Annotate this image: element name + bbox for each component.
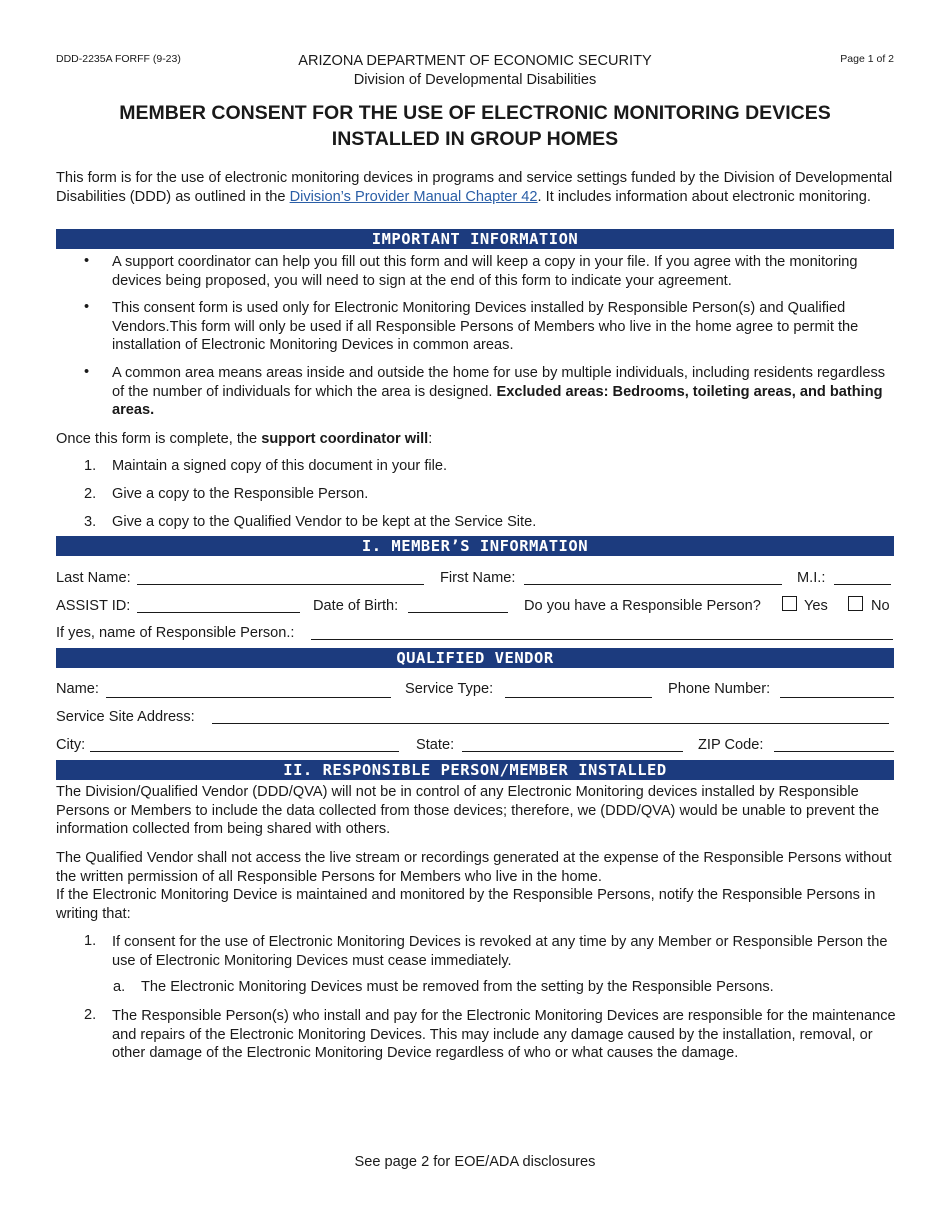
form-code: DDD-2235A FORFF (9-23) (56, 53, 181, 65)
bullet-2: This consent form is used only for Electronic Monitoring Devices installed by Responsible Person(s) and Qualified Vendors.This form will only be used if all Responsible Persons of Members who live in the home agree to permit the installation of Electronic Monitoring Devices in common areas. (112, 300, 859, 354)
yes-checkbox[interactable] (782, 596, 797, 611)
qualified-vendor-heading: QUALIFIED VENDOR (56, 648, 894, 668)
step-number: 2. (84, 486, 97, 502)
zip-field[interactable] (774, 751, 894, 752)
section2-paragraph-1: The Division/Qualified Vendor (DDD/QVA) will not be in control of any Electronic Monitoring devices installed by Responsible Persons or Members to include the data collected from those devices; therefore, we (DDD/QVA) would be unable to prevent the information collected from being shared with others. (56, 784, 880, 838)
once-text: Once this form is complete, the (56, 431, 262, 447)
phone-field[interactable] (780, 697, 894, 698)
dob-label: Date of Birth: (313, 598, 399, 614)
excluded-areas: Excluded areas: Bedrooms, toileting areas, and bathing areas. (112, 383, 883, 419)
yes-label: Yes (804, 598, 828, 614)
item-2-text: The Responsible Person(s) who install and pay for the Electronic Monitoring Devices are responsible for the maintenance and repairs of the Electronic Monitoring Devices. This may include any damage caused by the installation, removal, or other damage of the Electronic Monitoring Device regardless of who or what causes the damage. (112, 1008, 896, 1062)
assist-id-label: ASSIST ID: (56, 598, 131, 614)
vendor-name-field[interactable] (106, 697, 391, 698)
step-text: Give a copy to the Responsible Person. (112, 486, 369, 502)
city-label: City: (56, 737, 86, 753)
assist-id-field[interactable] (137, 612, 300, 613)
step-text: Give a copy to the Qualified Vendor to be kept at the Service Site. (112, 514, 537, 530)
city-field[interactable] (90, 751, 399, 752)
form-title-line1: MEMBER CONSENT FOR THE USE OF ELECTRONIC MONITORING DEVICES (119, 102, 831, 124)
important-info-heading: IMPORTANT INFORMATION (56, 229, 894, 249)
agency-name: ARIZONA DEPARTMENT OF ECONOMIC SECURITY (298, 53, 652, 69)
responsible-person-installed-heading: II. RESPONSIBLE PERSON/MEMBER INSTALLED (56, 760, 894, 780)
step-number: 1. (84, 458, 97, 474)
form-title-line2: INSTALLED IN GROUP HOMES (331, 128, 619, 150)
no-label: No (871, 598, 890, 614)
section2-paragraph-2: The Qualified Vendor shall not access the live stream or recordings generated at the expense of the Responsible Persons without the written permission of all Responsible Persons for Members who live in the home. (56, 850, 892, 885)
mi-label: M.I.: (797, 570, 826, 586)
page-number: Page 1 of 2 (840, 53, 894, 65)
last-name-field[interactable] (137, 584, 424, 585)
zip-label: ZIP Code: (698, 737, 764, 753)
member-info-heading: I. MEMBER’S INFORMATION (56, 536, 894, 556)
item-number: 1. (84, 933, 97, 949)
bullet-icon: • (84, 364, 90, 380)
service-type-field[interactable] (505, 697, 652, 698)
bullet-icon: • (84, 253, 90, 269)
last-name-label: Last Name: (56, 570, 131, 586)
bullet-icon: • (84, 299, 90, 315)
step-text: Maintain a signed copy of this document in your file. (112, 458, 448, 474)
intro-text-end: . It includes information about electronic monitoring. (537, 188, 871, 205)
service-type-label: Service Type: (405, 681, 494, 697)
intro-paragraph (56, 169, 896, 206)
bullet-3 (112, 364, 897, 420)
step-number: 3. (84, 514, 97, 530)
service-site-address-label: Service Site Address: (56, 709, 195, 725)
dob-field[interactable] (408, 612, 508, 613)
section2-paragraph-3: If the Electronic Monitoring Device is maintained and monitored by the Responsible Persons, notify the Responsible Persons in writing that: (56, 887, 876, 922)
item-1a-text: The Electronic Monitoring Devices must be removed from the setting by the Responsible Persons. (141, 979, 774, 995)
item-1-text: If consent for the use of Electronic Monitoring Devices is revoked at any time by any Member or Responsible Person the use of Electronic Monitoring Devices must cease immediately. (112, 934, 888, 969)
service-site-address-field[interactable] (212, 723, 889, 724)
first-name-label: First Name: (440, 570, 516, 586)
footer-note: See page 2 for EOE/ADA disclosures (354, 1154, 596, 1170)
responsible-person-name-label: If yes, name of Responsible Person.: (56, 625, 295, 641)
bullet-3-text: A common area means areas inside and outside the home for use by multiple individuals, including residents regardless of the number of individuals for which the area is designed. (112, 365, 886, 400)
intro-text: This form is for the use of electronic monitoring devices in programs and service settings funded by the Division of Developmental Disabilities (DDD) as outlined in the (56, 170, 893, 205)
first-name-field[interactable] (524, 584, 782, 585)
bullet-1: A support coordinator can help you fill out this form and will keep a copy in your file. If you agree with the monitoring devices being proposed, you will need to sign at the end of this form to indicate your agreement. (112, 254, 858, 289)
once-complete-text (56, 430, 896, 449)
state-label: State: (416, 737, 455, 753)
responsible-person-name-field[interactable] (311, 639, 893, 640)
once-colon: : (428, 431, 433, 447)
support-coordinator-will: support coordinator will (261, 431, 429, 447)
item-number: 2. (84, 1007, 97, 1023)
no-checkbox[interactable] (848, 596, 863, 611)
responsible-person-question: Do you have a Responsible Person? (524, 598, 761, 614)
state-field[interactable] (462, 751, 683, 752)
sub-item-letter: a. (113, 979, 126, 995)
provider-manual-link[interactable]: Division’s Provider Manual Chapter 42 (289, 188, 538, 205)
division-name: Division of Developmental Disabilities (353, 72, 597, 88)
vendor-name-label: Name: (56, 681, 99, 697)
mi-field[interactable] (834, 584, 891, 585)
phone-label: Phone Number: (668, 681, 771, 697)
